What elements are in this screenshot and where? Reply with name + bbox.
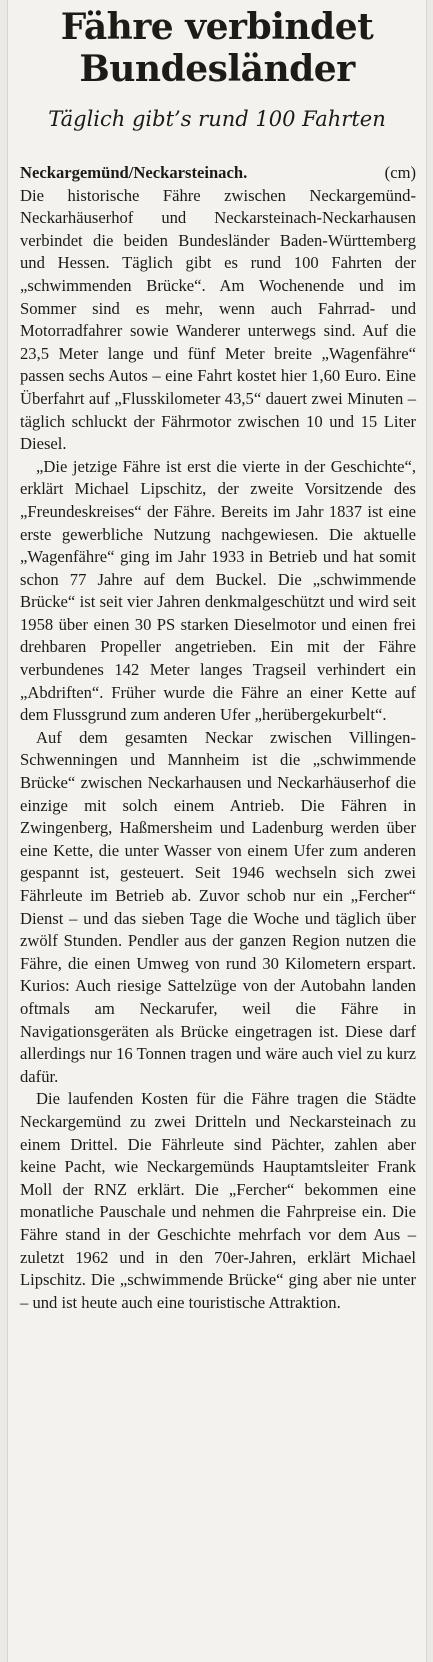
dateline: Neckargemünd/Neckarsteinach. [20,163,248,182]
paragraph-3: Auf dem gesamten Neckar zwischen Villingen-Schwenningen und Mannheim ist die „schwimmende Brücke“ zwischen Neckarhausen und Neckarhäuserhof die einzige mit solch einem Antrieb. Die Fähren in Zwingenberg, Haßmersheim und Ladenburg werden über eine Kette, die unter Wasser von einem Ufer zum anderen gespannt ist, gesteuert. Seit 1946 wechseln sich zwei Fährleute im Betrieb ab. Zuvor schob nur ein „Fercher“ Dienst – und das sieben Tage die Woche und täglich über zwölf Stunden. Pendler aus der ganzen Region nutzen die Fähre, die einen Umweg von rund 30 Kilometern erspart. Kurios: Auch riesige Sattelzüge von der Autobahn landen oftmals am Neckarufer, weil die Fähre in Navigationsgeräten als Brücke eingetragen ist. Diese darf allerdings nur 16 Tonnen tragen und wäre auch viel zu kurz dafür. [20,727,416,1086]
subheadline: Täglich gibt’s rund 100 Fahrten [48,107,386,131]
author-abbreviation: (cm) [384,163,416,182]
headline-line-1: Fähre verbindet [60,6,374,48]
dateline-row [20,162,416,185]
paragraph-2: „Die jetzige Fähre ist erst die vierte in der Geschichte“, erklärt Michael Lipschitz, der zweite Vorsitzende des „Freundeskreises“ der Fähre. Bereits im Jahr 1837 ist eine erste gewerbliche Nutzung nachgewiesen. Die aktuelle „Wagenfähre“ ging im Jahr 1933 in Betrieb und hat somit schon 77 Jahre auf dem Buckel. Die „schwimmende Brücke“ ist seit vier Jahren denkmalgeschützt und wird seit 1958 über einen 30 PS starken Dieselmotor und einen frei drehbaren Propeller angetrieben. Ein mit der Fähre verbundenes 142 Meter langes Tragseil verhindert ein „Abdriften“. Früher wurde die Fähre an einer Kette auf dem Flussgrund zum anderen Ufer „herübergekurbelt“. [20,456,416,725]
newspaper-clipping [8,0,426,1662]
headline [8,6,426,90]
article-body [20,162,416,1314]
paragraph-4: Die laufenden Kosten für die Fähre tragen die Städte Neckargemünd zu zwei Dritteln und Neckarsteinach zu einem Drittel. Die Fährleute sind Pächter, zahlen aber keine Pacht, wie Neckargemünds Hauptamtsleiter Frank Moll der RNZ erklärt. Die „Fercher“ bekommen eine monatliche Pauschale und nehmen die Fahrpreise ein. Die Fähre stand in der Geschichte mehrfach vor dem Aus – zuletzt 1962 und in den 70er-Jahren, erklärt Michael Lipschitz. Die „schwimmende Brücke“ ging aber nie unter – und ist heute auch eine touristische Attraktion. [20,1089,416,1312]
paragraph-1: Die historische Fähre zwischen Neckargemünd-Neckarhäuserhof und Neckarsteinach-Neckarhausen verbindet die beiden Bundesländer Baden-Württemberg und Hessen. Täglich gibt es rund 100 Fahrten der „schwimmenden Brücke“. Am Wochenende und im Sommer sind es mehr, wenn auch Fahrrad- und Motorradfahrer sowie Wanderer unterwegs sind. Auf die 23,5 Meter lange und fünf Meter breite „Wagenfähre“ passen sechs Autos – eine Fahrt kostet hier 1,60 Euro. Eine Überfahrt auf „Flusskilometer 43,5“ dauert zwei Minuten – täglich schluckt der Fährmotor zwischen 10 und 15 Liter Diesel. [20,185,416,454]
headline-line-2: Bundesländer [79,48,355,90]
